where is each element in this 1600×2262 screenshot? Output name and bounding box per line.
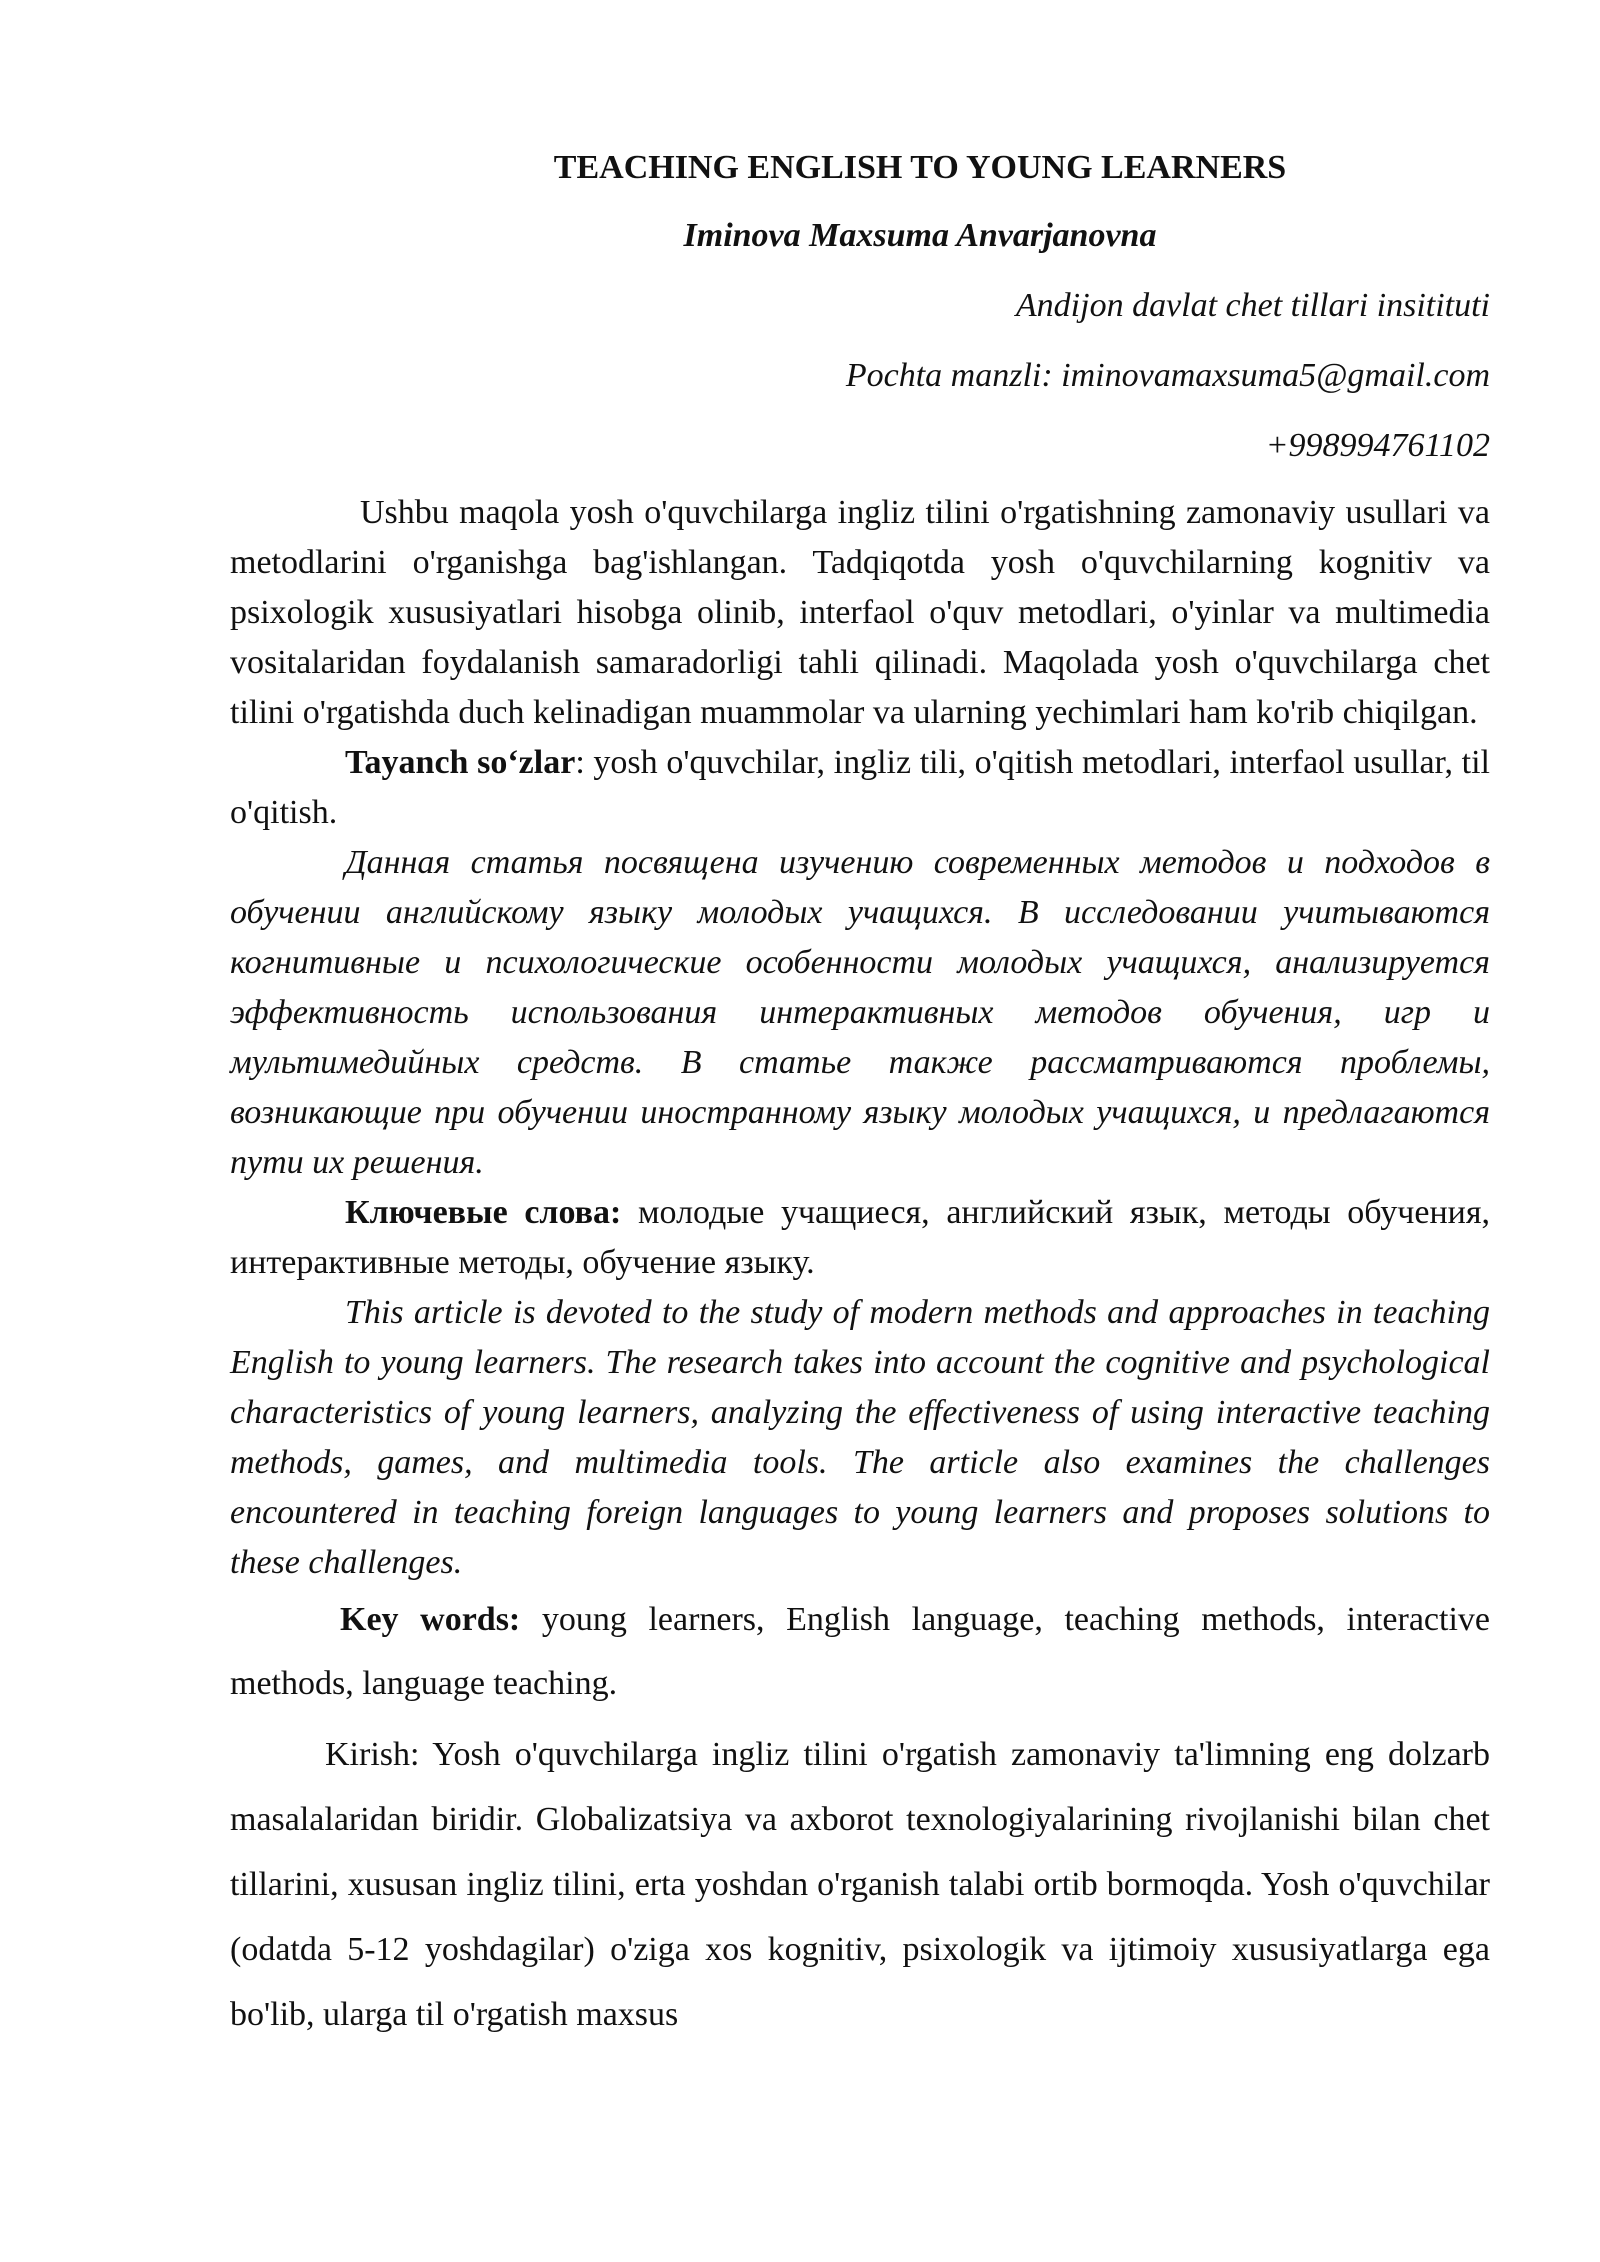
abstract-uzbek: Ushbu maqola yosh o'quvchilarga ingliz tilini o'rgatishning zamonaviy usullari va metodlarini o'rganishga bag'ishlangan. Tadqiqotda yosh o'quvchilarning kognitiv va psixologik xususiyatlari hisobga olinib, interfaol o'quv metodlari, o'yinlar va multimedia vositalaridan foydalanish samaradorligi tahli qilinadi. Maqolada yosh o'quvchilarga chet tilini o'rgatishda duch kelinadigan muammolar va ularning yechimlari ham ko'rib chiqilgan. [230, 494, 1490, 731]
keywords-russian-label: Ключевые слова: [345, 1194, 622, 1231]
keywords-uzbek-text: : yosh o'quvchilar, ingliz tili, o'qitish metodlari, interfaol usullar, til o'qitish. [230, 744, 1490, 831]
keywords-uzbek-label: Tayanch so‘zlar [345, 744, 576, 781]
affiliation: Andijon davlat chet tillari insitituti [1015, 287, 1490, 324]
email-line: Pochta manzli: iminovamaxsuma5@gmail.com [845, 357, 1490, 394]
introduction-paragraph: Kirish: Yosh o'quvchilarga ingliz tilini o'rgatish zamonaviy ta'limning eng dolzarb masalalaridan biridir. Globalizatsiya va axborot texnologiyalarining rivojlanishi bilan chet tillarini, xususan ingliz tilini, erta yoshdan o'rganish talabi ortib bormoqda. Yosh o'quvchilar (odatda 5-12 yoshdagilar) o'ziga xos kognitiv, psixologik va ijtimoiy xususiyatlarga ega bo'lib, ularga til o'rgatish maxsus [230, 1736, 1490, 2033]
phone-number: +998994761102 [1265, 427, 1490, 464]
paper-title: TEACHING ENGLISH TO YOUNG LEARNERS [553, 149, 1287, 186]
keywords-english-text: young learners, English language, teaching methods, interactive methods, language teaching. [230, 1601, 1490, 1702]
document-page [230, 148, 1490, 2047]
keywords-uzbek [230, 738, 1490, 838]
abstract-russian: Данная статья посвящена изучению современных методов и подходов в обучении английскому языку молодых учащихся. В исследовании учитываются когнитивные и психологические особенности молодых учащихся, анализируется эффективность использования интерактивных методов обучения, игр и мультимедийных средств. В статье также рассматриваются проблемы, возникающие при обучении иностранному языку молодых учащихся, и предлагаются пути их решения. [230, 844, 1490, 1181]
keywords-russian-text: молодые учащиеся, английский язык, методы обучения, интерактивные методы, обучение языку. [230, 1194, 1490, 1281]
keywords-english-label: Key words: [340, 1601, 521, 1638]
author-name: Iminova Maxsuma Anvarjanovna [683, 217, 1157, 254]
keywords-english [230, 1588, 1490, 1716]
abstract-english: This article is devoted to the study of modern methods and approaches in teaching English to young learners. The research takes into account the cognitive and psychological characteristics of young learners, analyzing the effectiveness of using interactive teaching methods, games, and multimedia tools. The article also examines the challenges encountered in teaching foreign languages to young learners and proposes solutions to these challenges. [230, 1294, 1490, 1581]
keywords-russian [230, 1188, 1490, 1288]
